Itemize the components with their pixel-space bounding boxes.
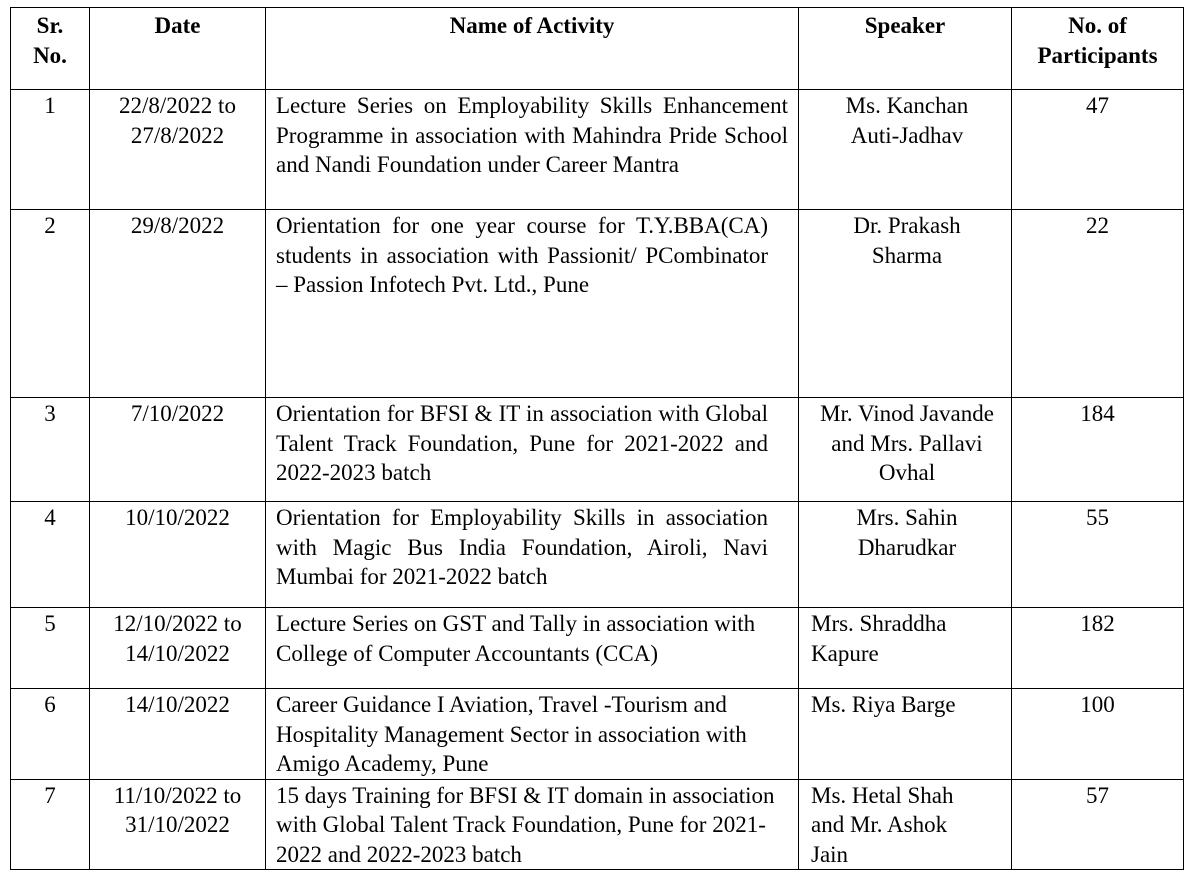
header-date: Date (90, 8, 266, 90)
cell-participants: 57 (1012, 779, 1184, 870)
cell-date: 10/10/2022 (90, 502, 266, 608)
cell-activity: Orientation for one year course for T.Y.BBA(CA) students in association with Passionit/ PCombinator – Passion Infotech Pvt. Ltd., Pune (266, 210, 799, 398)
header-sr-no: Sr. No. (11, 8, 90, 90)
table-row (11, 779, 1184, 870)
cell-participants: 182 (1012, 608, 1184, 689)
cell-activity: Career Guidance I Aviation, Travel -Tourism and Hospitality Management Sector in association with Amigo Academy, Pune (266, 689, 799, 780)
cell-sr-no: 7 (11, 779, 90, 870)
cell-date: 22/8/2022 to 27/8/2022 (90, 90, 266, 210)
cell-activity: Orientation for BFSI & IT in association with Global Talent Track Foundation, Pune for 2021-2022 and 2022-2023 batch (266, 398, 799, 502)
activities-table (10, 7, 1184, 870)
table-row (11, 689, 1184, 780)
cell-activity: Lecture Series on GST and Tally in association with College of Computer Accountants (CCA) (266, 608, 799, 689)
table-row (11, 608, 1184, 689)
cell-date: 14/10/2022 (90, 689, 266, 780)
cell-sr-no: 4 (11, 502, 90, 608)
cell-participants: 55 (1012, 502, 1184, 608)
cell-speaker: Ms. Kanchan Auti-Jadhav (799, 90, 1012, 210)
cell-speaker: Mrs. Shraddha Kapure (799, 608, 1012, 689)
table-row (11, 502, 1184, 608)
cell-sr-no: 5 (11, 608, 90, 689)
header-speaker: Speaker (799, 8, 1012, 90)
header-activity: Name of Activity (266, 8, 799, 90)
cell-date: 29/8/2022 (90, 210, 266, 398)
table-row (11, 398, 1184, 502)
cell-speaker: Ms. Riya Barge (799, 689, 1012, 780)
cell-activity: Lecture Series on Employability Skills Enhancement Programme in association with Mahindra Pride School and Nandi Foundation under Career Mantra (266, 90, 799, 210)
cell-activity: Orientation for Employability Skills in association with Magic Bus India Foundation, Airoli, Navi Mumbai for 2021-2022 batch (266, 502, 799, 608)
cell-participants: 47 (1012, 90, 1184, 210)
cell-activity: 15 days Training for BFSI & IT domain in association with Global Talent Track Foundation, Pune for 2021-2022 and 2022-2023 batch (266, 779, 799, 870)
table-row (11, 210, 1184, 398)
cell-sr-no: 3 (11, 398, 90, 502)
table-header-row (11, 8, 1184, 90)
cell-speaker: Mr. Vinod Javande and Mrs. Pallavi Ovhal (799, 398, 1012, 502)
cell-speaker: Mrs. Sahin Dharudkar (799, 502, 1012, 608)
cell-date: 12/10/2022 to 14/10/2022 (90, 608, 266, 689)
cell-participants: 100 (1012, 689, 1184, 780)
cell-participants: 184 (1012, 398, 1184, 502)
cell-speaker: Dr. Prakash Sharma (799, 210, 1012, 398)
cell-sr-no: 2 (11, 210, 90, 398)
cell-participants: 22 (1012, 210, 1184, 398)
table-row (11, 90, 1184, 210)
cell-date: 7/10/2022 (90, 398, 266, 502)
header-participants: No. of Participants (1012, 8, 1184, 90)
cell-date: 11/10/2022 to 31/10/2022 (90, 779, 266, 870)
cell-speaker: Ms. Hetal Shah and Mr. Ashok Jain (799, 779, 1012, 870)
cell-sr-no: 6 (11, 689, 90, 780)
cell-sr-no: 1 (11, 90, 90, 210)
